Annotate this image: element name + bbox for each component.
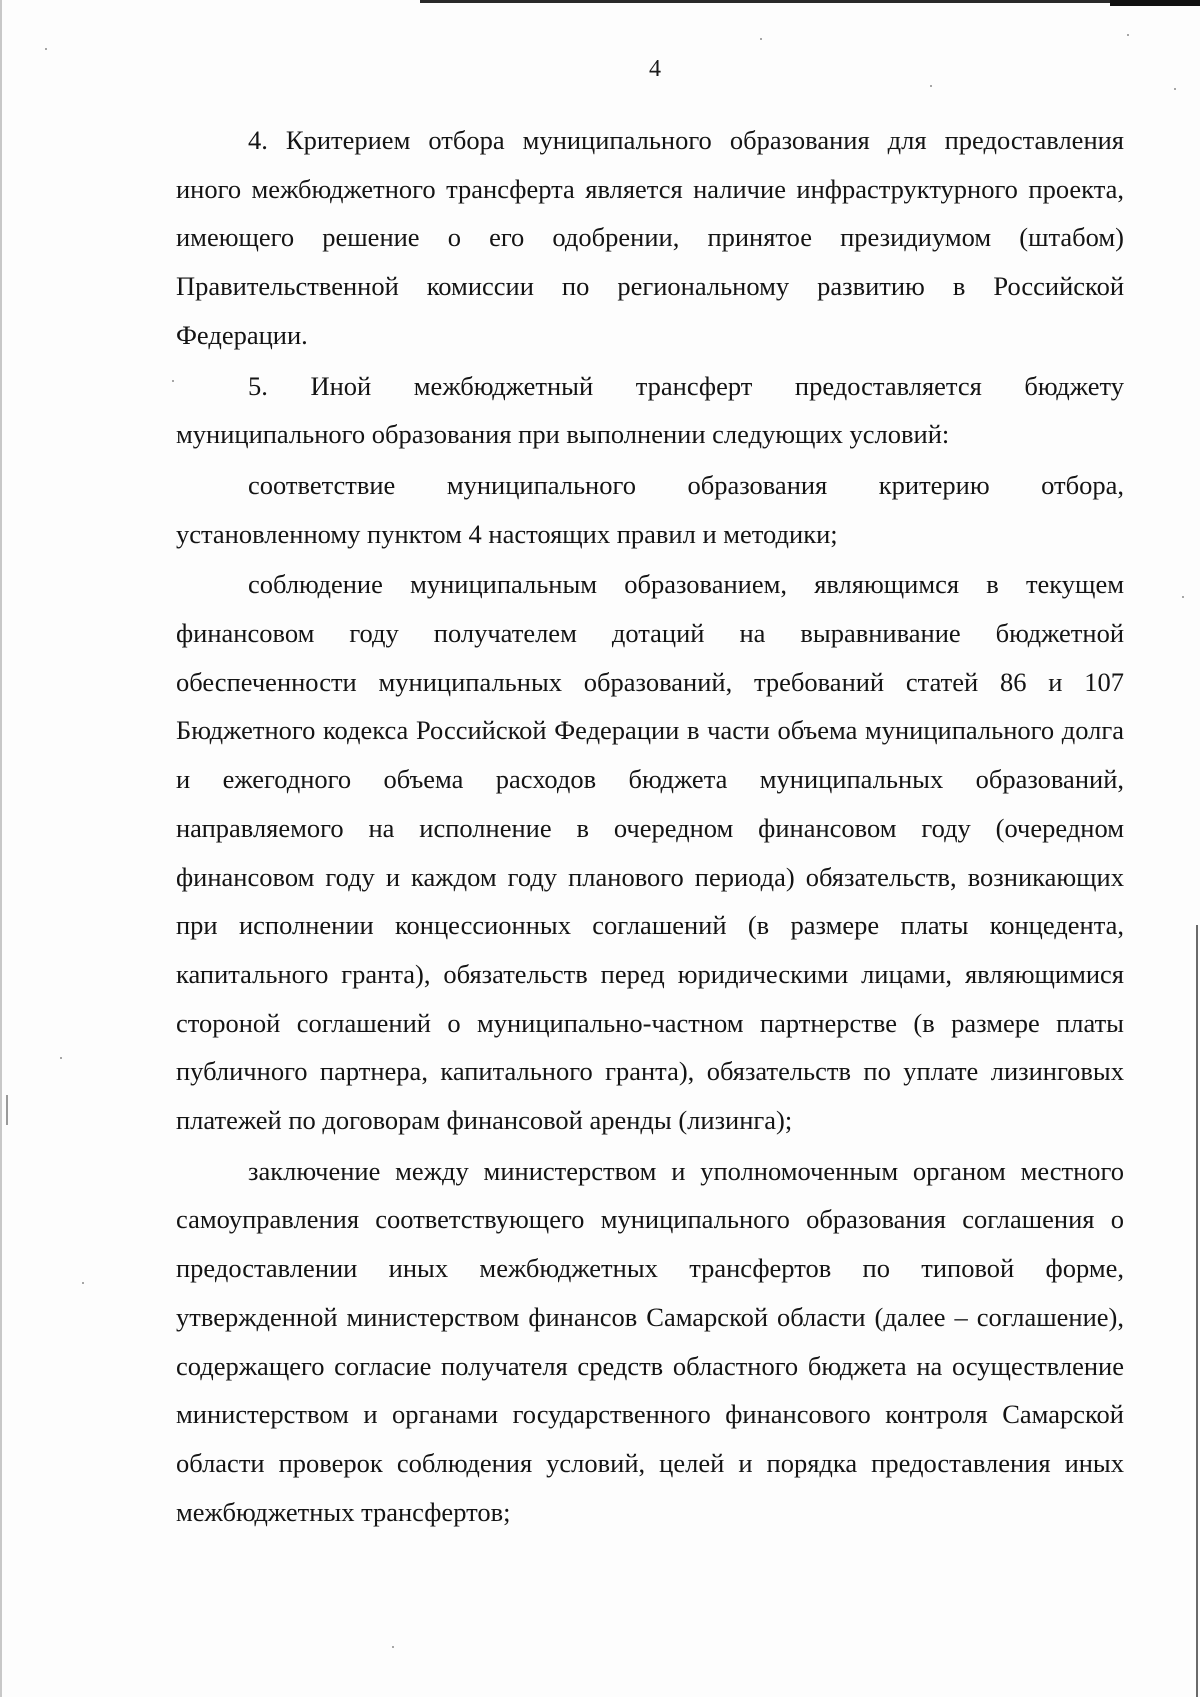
page-number: 4: [649, 56, 661, 82]
paragraph-condition-budget-code: соблюдение муниципальным образованием, являющимся в текущем финансовом году получателем дотаций на выравнивание бюджетной обеспеченности муниципальных образований, требований статей 86 и 107 Бюджетного кодекса Российской Федерации в части объема муниципального долга и ежегодного объема расходов бюджета муниципальных образований, направляемого на исполнение в очередном финансовом году (очередном финансовом году и каждом году планового периода) обязательств, возникающих при исполнении концессионных соглашений (в размере платы концедента, капитального гранта), обязательств перед юридическими лицами, являющимися стороной соглашений о муниципально-частном партнерстве (в размере платы публичного партнера, капитального гранта), обязательств по уплате лизинговых платежей по договорам финансовой аренды (лизинга);: [176, 569, 1124, 1136]
paragraph-condition-criterion: соответствие муниципального образования критерию отбора, установленному пунктом 4 настоящих правил и методики;: [176, 469, 1124, 549]
scan-left-mark: [6, 1095, 8, 1125]
scan-speck: [60, 1057, 62, 1059]
scan-speck: [172, 380, 174, 382]
scan-speck: [1182, 596, 1184, 598]
scan-speck: [760, 38, 762, 40]
scan-right-edge: [1196, 925, 1198, 1697]
paragraph-condition-agreement: заключение между министерством и уполномоченным органом местного самоуправления соответствующего муниципального образования соглашения о предоставлении иных межбюджетных трансфертов по типовой форме, утвержденной министерством финансов Самарской области (далее – соглашение), содержащего согласие получателя средств областного бюджета на осуществление министерством и органами государственного финансового контроля Самарской области проверок соблюдения условий, целей и порядка предоставления иных межбюджетных трансфертов;: [176, 1155, 1124, 1527]
paragraph-transfer-conditions: 5. Иной межбюджетный трансферт предоставляется бюджету муниципального образования при выполнении следующих условий:: [176, 370, 1124, 450]
scan-edge-line: [420, 0, 1200, 3]
document-body: [176, 116, 1124, 1538]
scan-speck: [1174, 88, 1176, 90]
scan-speck: [1127, 34, 1129, 36]
scan-speck: [930, 85, 932, 87]
scan-speck: [82, 1282, 84, 1284]
scan-speck: [392, 1646, 394, 1648]
scan-speck: [45, 48, 47, 50]
paragraph-selection-criterion: 4. Критерием отбора муниципального образования для предоставления иного межбюджетного трансферта является наличие инфраструктурного проекта, имеющего решение о его одобрении, принятое президиумом (штабом) Правительственной комиссии по региональному развитию в Российской Федерации.: [176, 125, 1124, 350]
scan-left-edge: [0, 0, 2, 1697]
scan-edge-mark: [1110, 0, 1200, 6]
